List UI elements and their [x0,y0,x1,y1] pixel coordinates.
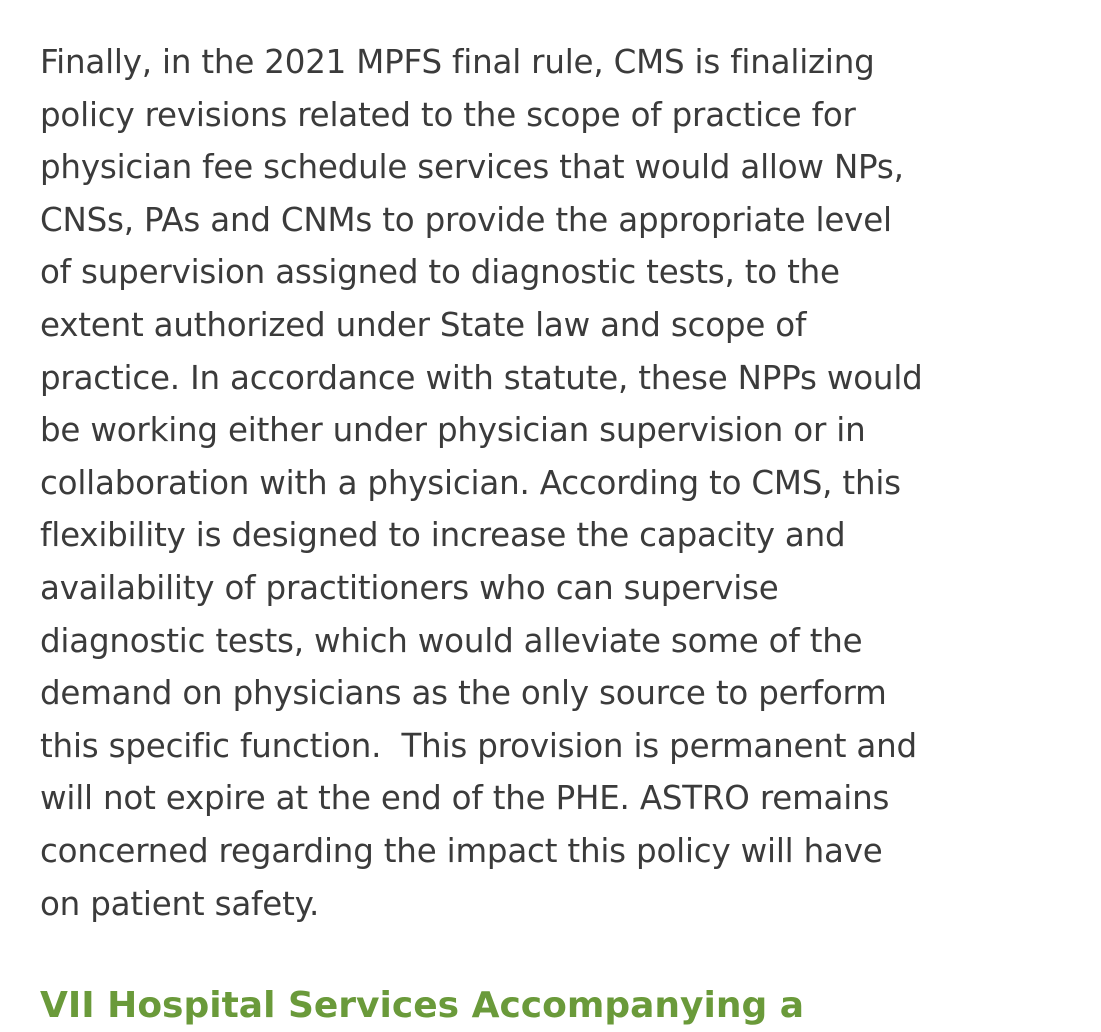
paragraph-line: Finally, in the 2021 MPFS final rule, CMS is finalizing [40,43,875,81]
section-heading: VII Hospital Services Accompanying a [40,985,805,1026]
paragraph-line: policy revisions related to the scope of practice for [40,95,856,134]
paragraph-line: of supervision assigned to diagnostic tests, to the [40,253,840,292]
paragraph-line: will not expire at the end of the PHE. ASTRO remains [40,779,890,818]
paragraph-line: diagnostic tests, which would alleviate some of the [40,621,863,660]
paragraph-line: CNSs, PAs and CNMs to provide the appropriate level [40,200,892,239]
paragraph-line: demand on physicians as the only source to perform [40,674,887,713]
paragraph-line: on patient safety. [40,884,320,923]
paragraph-line: physician fee schedule services that would allow NPs, [40,148,904,187]
paragraph-line: collaboration with a physician. According to CMS, this [40,463,901,502]
paragraph-line: flexibility is designed to increase the capacity and [40,516,846,555]
article-body [40,36,960,930]
paragraph-line: extent authorized under State law and scope of [40,305,807,344]
paragraph-line: be working either under physician supervision or in [40,411,866,450]
paragraph-line: practice. In accordance with statute, these NPPs would [40,358,923,397]
paragraph-line: this specific function. This provision is permanent and [40,726,917,765]
paragraph-line: availability of practitioners who can supervise [40,568,779,607]
paragraph-line: concerned regarding the impact this policy will have [40,831,883,870]
article-paragraph [40,36,960,930]
